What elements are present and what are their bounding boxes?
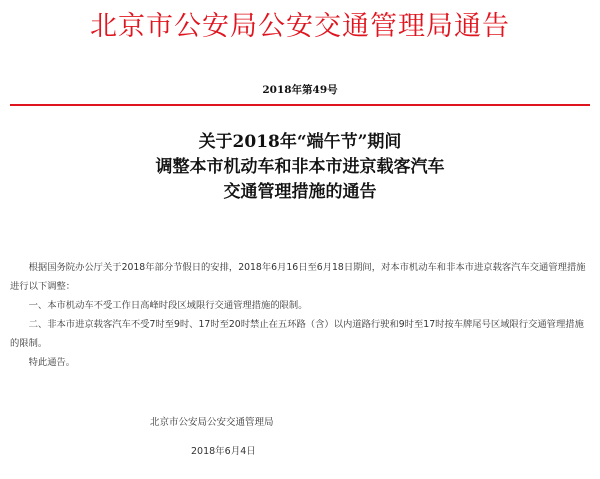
issuer-signature: 北京市公安局公安交通管理局: [150, 417, 274, 428]
subject-line: 调整本市机动车和非本市进京载客汽车: [155, 157, 445, 177]
body-paragraph-closing: 特此通告。: [28, 357, 76, 368]
notice-subject: [0, 130, 600, 205]
body-paragraph-intro: 根据国务院办公厅关于2018年部分节假日的安排，2018年6月16日至6月18日期间，对本市机动车和非本市进京载客汽车交通管理措施进行以下调整：: [10, 262, 586, 292]
header-divider: [10, 104, 590, 106]
body-paragraph-item-1: 一、本市机动车不受工作日高峰时段区域限行交通管理措施的限制。: [28, 300, 308, 311]
subject-line: 交通管理措施的通告: [223, 182, 377, 202]
body-paragraph-item-2: 二、非本市进京载客汽车不受7时至9时、17时至20时禁止在五环路（含）以内道路行驶和9时至17时按车牌尾号区域限行交通管理措施的限制。: [10, 319, 584, 349]
document-number: 2018年第49号: [262, 84, 338, 96]
subject-line: 关于2018年“端午节”期间: [198, 132, 402, 152]
issue-date: 2018年6月4日: [191, 446, 256, 457]
notice-header-title: 北京市公安局公安交通管理局通告: [90, 11, 510, 42]
notice-body: [10, 258, 588, 372]
